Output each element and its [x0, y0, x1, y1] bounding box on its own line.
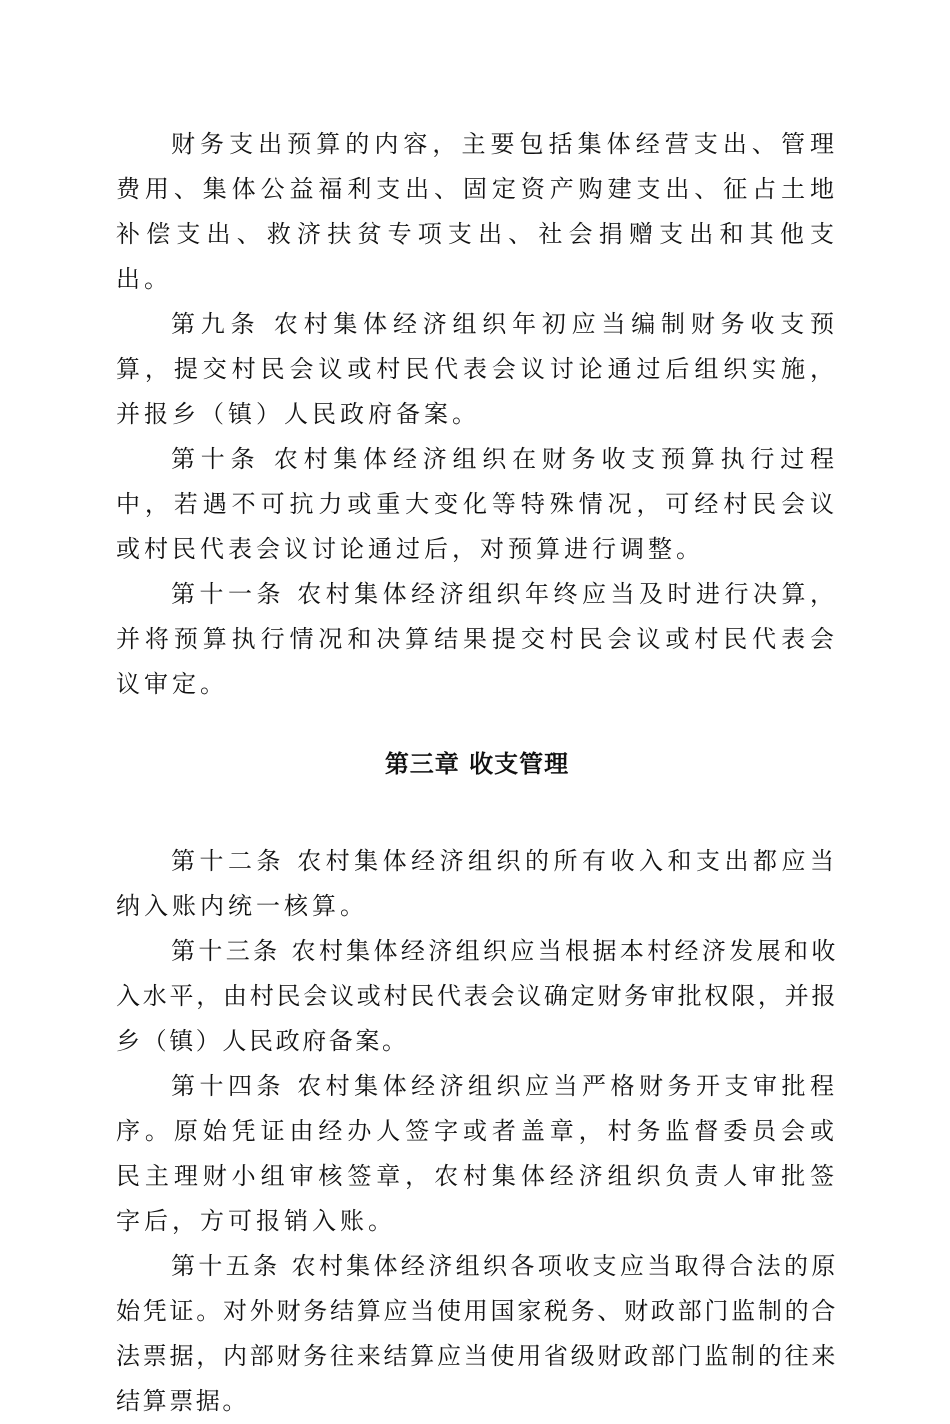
paragraph-article-13: 第十三条 农村集体经济组织应当根据本村经济发展和收入水平，由村民会议或村民代表会议确定财务审批权限，并报乡（镇）人民政府备案。: [116, 937, 838, 1055]
paragraph-expenditure-budget: 财务支出预算的内容，主要包括集体经营支出、管理费用、集体公益福利支出、固定资产购建支出、征占土地补偿支出、救济扶贫专项支出、社会捐赠支出和其他支出。: [116, 130, 838, 293]
document-body: [116, 122, 838, 1424]
paragraph-article-10: 第十条 农村集体经济组织在财务收支预算执行过程中，若遇不可抗力或重大变化等特殊情况，可经村民会议或村民代表会议讨论通过后，对预算进行调整。: [116, 445, 838, 563]
chapter-heading: 第三章 收支管理: [384, 750, 570, 778]
paragraph-article-15: 第十五条 农村集体经济组织各项收支应当取得合法的原始凭证。对外财务结算应当使用国家税务、财政部门监制的合法票据，内部财务往来结算应当使用省级财政部门监制的往来结算票据。: [116, 1252, 838, 1415]
paragraph-article-9: 第九条 农村集体经济组织年初应当编制财务收支预算，提交村民会议或村民代表会议讨论通过后组织实施，并报乡（镇）人民政府备案。: [116, 310, 838, 428]
paragraph-article-12: 第十二条 农村集体经济组织的所有收入和支出都应当纳入账内统一核算。: [116, 847, 838, 920]
paragraph-article-11: 第十一条 农村集体经济组织年终应当及时进行决算，并将预算执行情况和决算结果提交村民会议或村民代表会议审定。: [116, 580, 838, 698]
paragraph-article-14: 第十四条 农村集体经济组织应当严格财务开支审批程序。原始凭证由经办人签字或者盖章，村务监督委员会或民主理财小组审核签章，农村集体经济组织负责人审批签字后，方可报销入账。: [116, 1072, 838, 1235]
